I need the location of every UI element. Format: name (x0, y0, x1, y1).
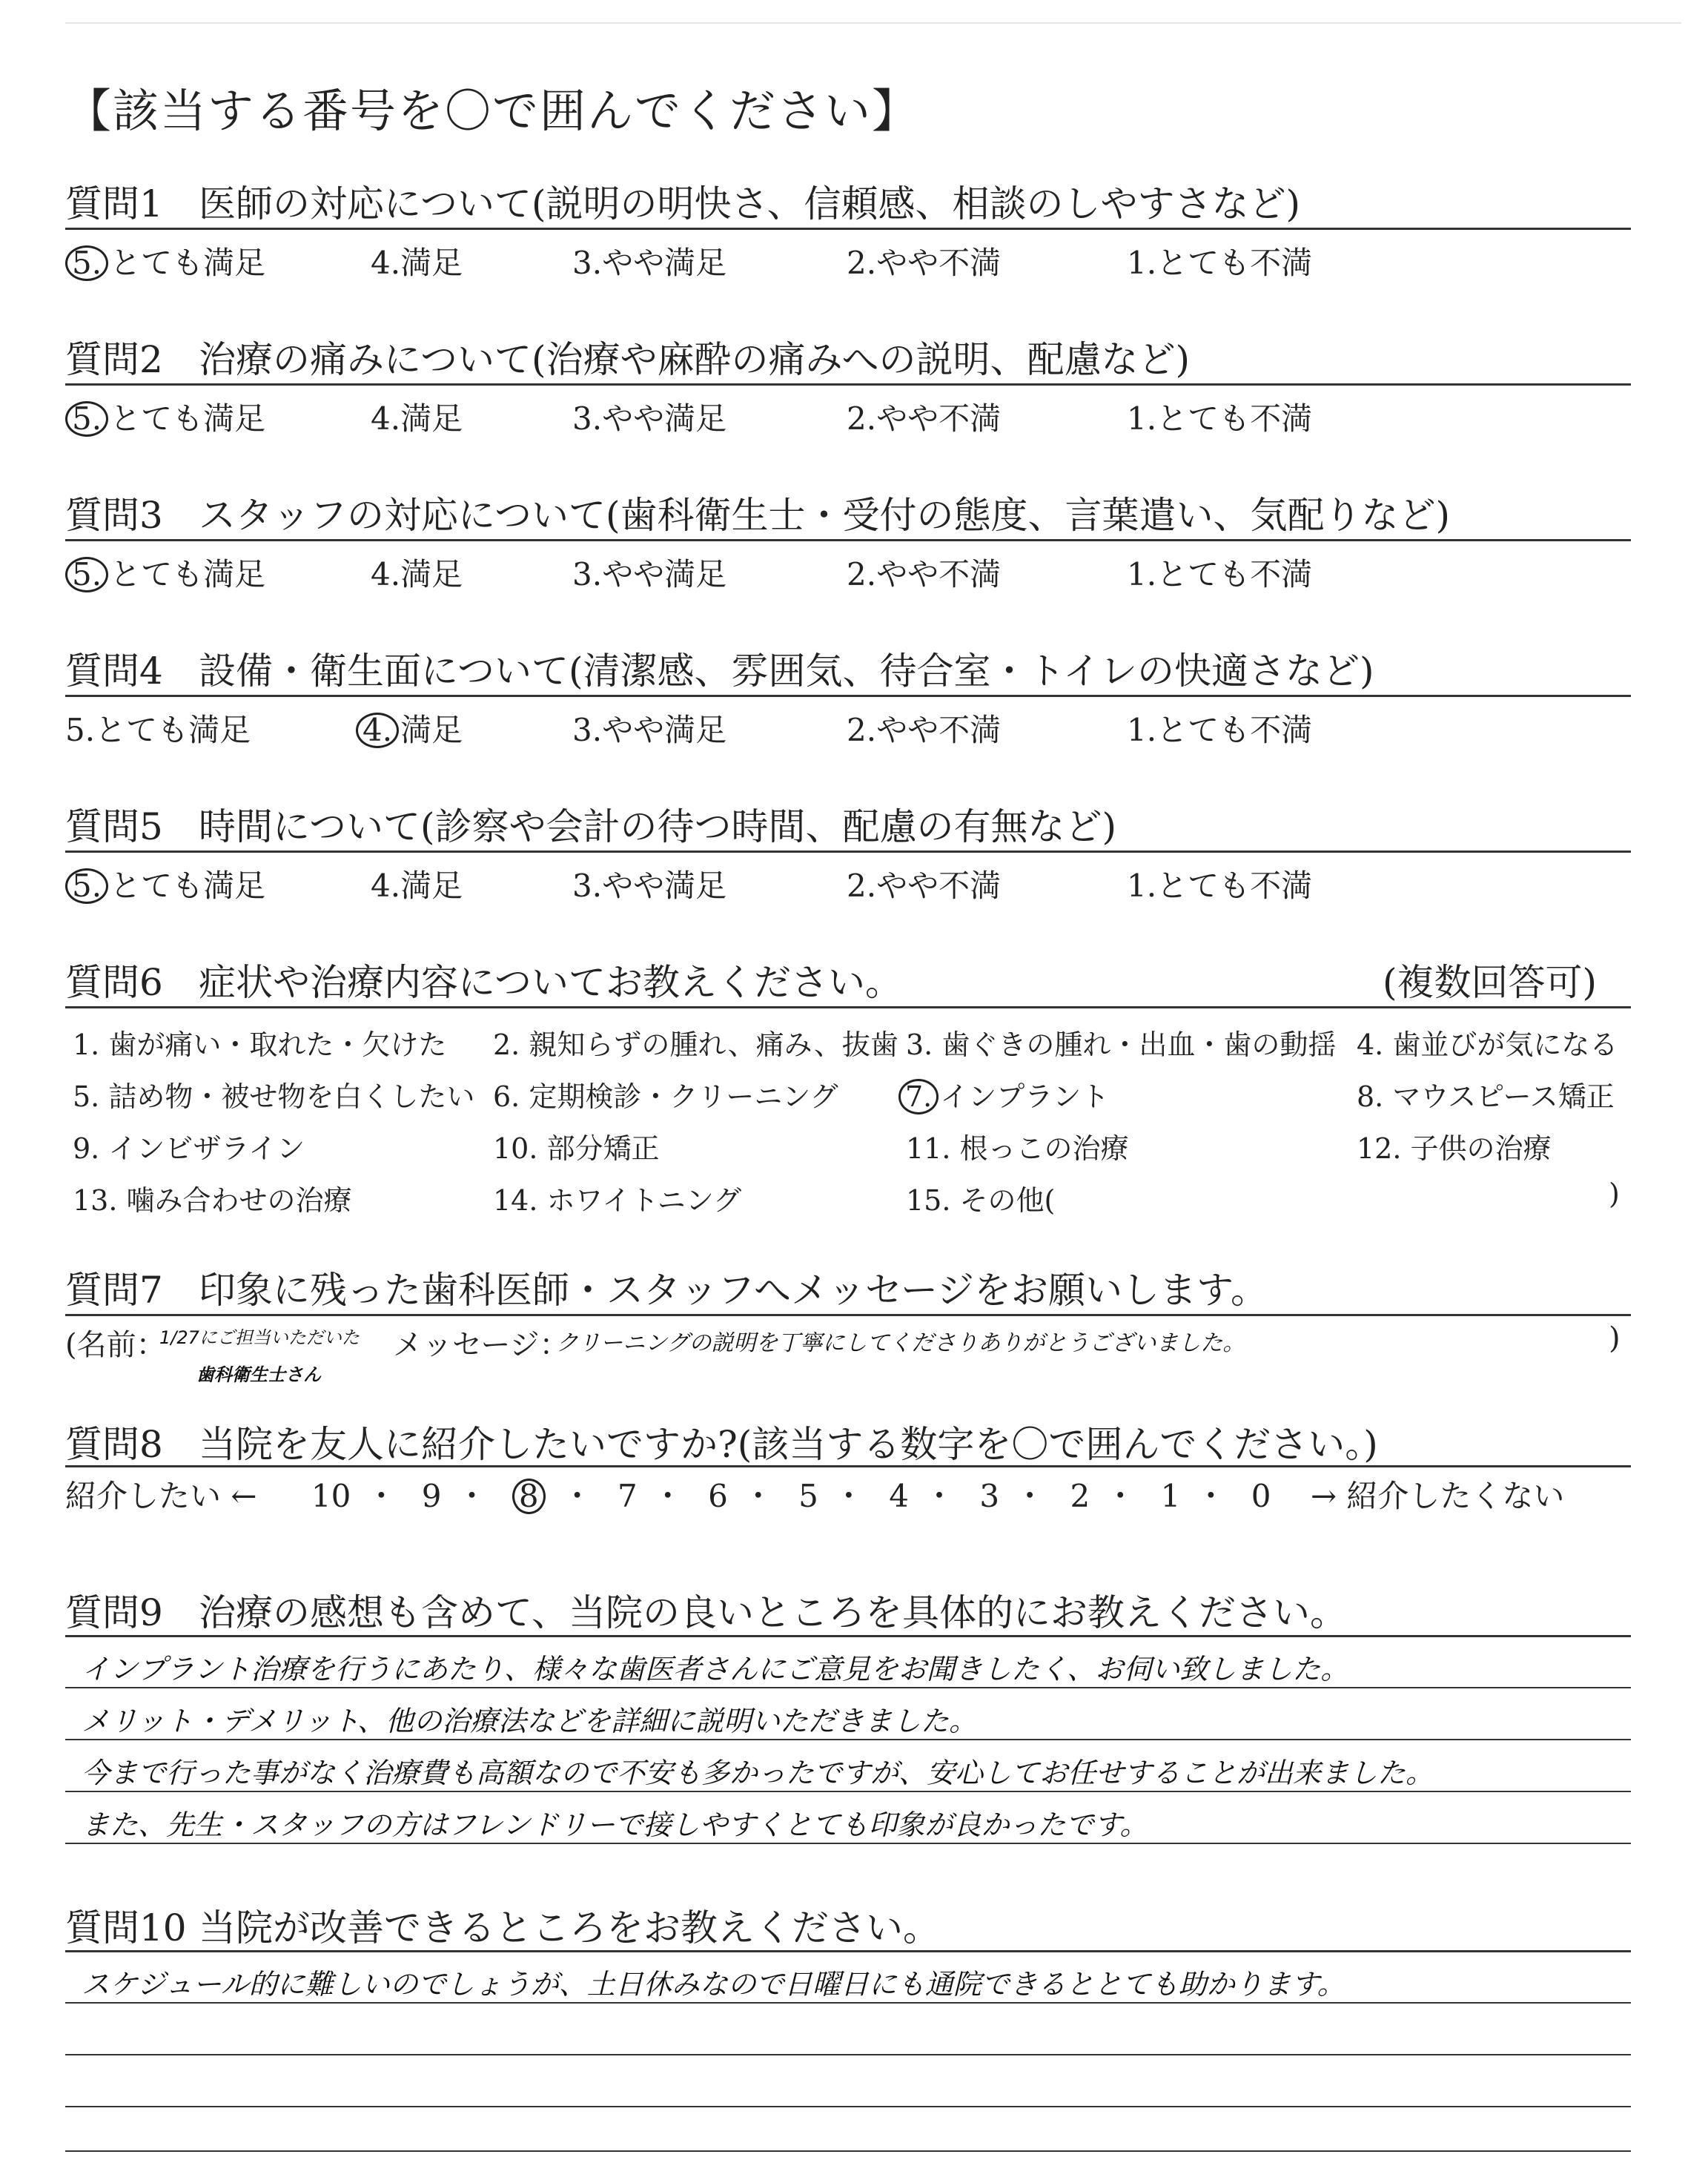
q10-writing-line-4 (65, 2150, 1631, 2152)
q6-option-1[interactable]: 1. 歯が痛い・取れた・欠けた (73, 1028, 447, 1061)
scale-0[interactable]: 0 (1251, 1478, 1271, 1514)
q6-option-11[interactable]: 11. 根っこの治療 (906, 1132, 1129, 1165)
referral-scale: 紹介したい ← 10 ・ 9 ・ 8 ・ 7 ・ 6 ・ 5 ・ 4 ・ 3 ・ 2 ・ 1 ・ 0 → 紹介したくない (65, 1472, 1631, 1516)
q7-name-handwritten-2[interactable]: 歯科衛生士さん (196, 1364, 321, 1385)
q9-writing-line-2 (65, 1739, 1631, 1740)
question-10-heading: 質問10 当院が改善できるところをお教えください。 (65, 1906, 940, 1949)
q7-message-label: メッセージ： (393, 1328, 569, 1362)
question-2-rule (65, 383, 1631, 386)
q6-option-9[interactable]: 9. インビザライン (73, 1132, 305, 1165)
q5-option-3[interactable]: 3.やや満足 (572, 868, 727, 904)
q6-other-close-paren: ) (1609, 1178, 1620, 1210)
scale-7[interactable]: 7 (617, 1478, 638, 1514)
q9-answer-line-2[interactable]: メリット・デメリット、他の治療法などを詳細に説明いただきました。 (82, 1705, 978, 1737)
question-4-rule (65, 695, 1631, 697)
selection-circle: 7. (898, 1079, 939, 1114)
multiple-answers-note: (複数回答可) (1382, 961, 1597, 1004)
q1-option-3[interactable]: 3.やや満足 (572, 245, 727, 281)
q6-option-10[interactable]: 10. 部分矯正 (493, 1132, 660, 1165)
q10-writing-line-2 (65, 2054, 1631, 2055)
question-7-rule (65, 1314, 1631, 1316)
q6-option-2[interactable]: 2. 親知らずの腫れ、痛み、抜歯 (493, 1028, 898, 1061)
q2-option-4[interactable]: 4.満足 (371, 400, 463, 437)
q6-option-5[interactable]: 5. 詰め物・被せ物を白くしたい (73, 1080, 475, 1113)
q6-option-8[interactable]: 8. マウスピース矯正 (1357, 1080, 1615, 1113)
scale-10[interactable]: 10 (311, 1478, 351, 1514)
scale-3[interactable]: 3 (979, 1478, 1000, 1514)
q6-option-7[interactable]: 7. インプラント (898, 1074, 1109, 1114)
q7-message-handwritten[interactable]: クリーニングの説明を丁寧にしてくださりありがとうございました。 (556, 1330, 1245, 1356)
question-7-heading: 質問7 印象に残った歯科医師・スタッフへメッセージをお願いします。 (65, 1269, 1268, 1312)
q1-option-5[interactable]: 5. とても満足 (65, 239, 265, 283)
q1-option-1[interactable]: 1.とても不満 (1127, 245, 1313, 281)
q3-option-5[interactable]: 5. とても満足 (65, 550, 265, 595)
q9-answer-line-3[interactable]: 今まで行った事がなく治療費も高額なので不安も多かったですが、安心してお任せすることが出来ました。 (82, 1757, 1434, 1789)
question-5-heading: 質問5 時間について(診察や会計の待つ時間、配慮の有無など) (65, 805, 1117, 848)
q3-option-2[interactable]: 2.やや不満 (847, 556, 1002, 592)
selection-circle: 5. (65, 401, 108, 437)
q6-option-13[interactable]: 13. 噛み合わせの治療 (73, 1184, 352, 1217)
q9-answer-line-4[interactable]: また、先生・スタッフの方はフレンドリーで接しやすくとても印象が良かったです。 (82, 1809, 1148, 1841)
q10-answer-line-1[interactable]: スケジュール的に難しいのでしょうが、土日休みなので日曜日にも通院できるととても助かります。 (82, 1968, 1345, 2001)
selection-circle: 4. (356, 713, 399, 748)
q2-option-5[interactable]: 5. とても満足 (65, 394, 265, 439)
q4-option-5[interactable]: 5.とても満足 (65, 712, 251, 748)
q2-option-1[interactable]: 1.とても不満 (1127, 400, 1313, 437)
q9-writing-line-4 (65, 1843, 1631, 1844)
question-3-rule (65, 539, 1631, 541)
q4-option-2[interactable]: 2.やや不満 (847, 712, 1002, 748)
q1-option-4[interactable]: 4.満足 (371, 245, 463, 281)
question-1-rule (65, 228, 1631, 230)
question-3-heading: 質問3 スタッフの対応について(歯科衛生士・受付の態度、言葉遣い、気配りなど) (65, 494, 1451, 537)
q6-option-15[interactable]: 15. その他( (906, 1184, 1056, 1217)
q5-option-2[interactable]: 2.やや不満 (847, 868, 1002, 904)
selection-circle: 5. (65, 557, 108, 592)
scale-right-label: → 紹介したくない (1310, 1478, 1565, 1514)
scale-1[interactable]: 1 (1160, 1478, 1181, 1514)
top-edge-line (65, 22, 1681, 24)
question-8-rule (65, 1465, 1631, 1467)
question-4-heading: 質問4 設備・衛生面について(清潔感、雰囲気、待合室・トイレの快適さなど) (65, 650, 1374, 693)
scale-9[interactable]: 9 (421, 1478, 442, 1514)
q5-option-1[interactable]: 1.とても不満 (1127, 868, 1313, 904)
q10-writing-line-3 (65, 2106, 1631, 2107)
q9-answer-line-1[interactable]: インプラント治療を行うにあたり、様々な歯医者さんにご意見をお聞きしたく、お伺い致しました。 (82, 1653, 1349, 1685)
q4-option-3[interactable]: 3.やや満足 (572, 712, 727, 748)
q2-option-2[interactable]: 2.やや不満 (847, 400, 1002, 437)
q4-option-1[interactable]: 1.とても不満 (1127, 712, 1313, 748)
question-8-heading: 質問8 当院を友人に紹介したいですか?(該当する数字を〇で囲んでください。) (65, 1423, 1378, 1466)
question-1-heading: 質問1 医師の対応について(説明の明快さ、信頼感、相談のしやすさなど) (65, 182, 1301, 225)
q7-name-label: (名前： (65, 1328, 166, 1362)
selection-circle: 5. (65, 245, 108, 281)
q6-option-6[interactable]: 6. 定期検診・クリーニング (493, 1080, 838, 1113)
q7-close-paren: ) (1609, 1321, 1621, 1355)
q6-option-4[interactable]: 4. 歯並びが気になる (1357, 1028, 1618, 1061)
q7-name-handwritten[interactable]: 1/27にご担当いただいた (159, 1327, 360, 1348)
scale-6[interactable]: 6 (708, 1478, 728, 1514)
q2-option-3[interactable]: 3.やや満足 (572, 400, 727, 437)
question-5-rule (65, 851, 1631, 853)
q5-option-5[interactable]: 5. とても満足 (65, 862, 265, 906)
q4-option-4[interactable]: 4. 満足 (356, 706, 463, 750)
q3-option-1[interactable]: 1.とても不満 (1127, 556, 1313, 592)
question-6-heading: 質問6 症状や治療内容についてお教えください。 (65, 961, 902, 1004)
question-2-heading: 質問2 治療の痛みについて(治療や麻酔の痛みへの説明、配慮など) (65, 338, 1191, 381)
scale-5[interactable]: 5 (798, 1478, 818, 1514)
question-10-rule (65, 1950, 1631, 1952)
selection-circle: 5. (65, 868, 108, 904)
scale-4[interactable]: 4 (889, 1478, 910, 1514)
scale-left-label: 紹介したい ← (65, 1478, 257, 1514)
question-9-rule (65, 1635, 1631, 1637)
q3-option-3[interactable]: 3.やや満足 (572, 556, 727, 592)
q9-writing-line-1 (65, 1687, 1631, 1688)
scale-8-selected[interactable]: 8 (512, 1479, 546, 1514)
q9-writing-line-3 (65, 1791, 1631, 1792)
form-title: 【該当する番号を〇で囲んでください】 (65, 84, 920, 138)
q6-option-14[interactable]: 14. ホワイトニング (493, 1184, 742, 1217)
q10-writing-line-1 (65, 2002, 1631, 2004)
q6-option-12[interactable]: 12. 子供の治療 (1357, 1132, 1552, 1165)
scale-2[interactable]: 2 (1070, 1478, 1090, 1514)
question-6-rule (65, 1006, 1631, 1008)
q3-option-4[interactable]: 4.満足 (371, 556, 463, 592)
q1-option-2[interactable]: 2.やや不満 (847, 245, 1002, 281)
q6-option-3[interactable]: 3. 歯ぐきの腫れ・出血・歯の動揺 (906, 1028, 1337, 1061)
q5-option-4[interactable]: 4.満足 (371, 868, 463, 904)
question-9-heading: 質問9 治療の感想も含めて、当院の良いところを具体的にお教えください。 (65, 1591, 1347, 1634)
